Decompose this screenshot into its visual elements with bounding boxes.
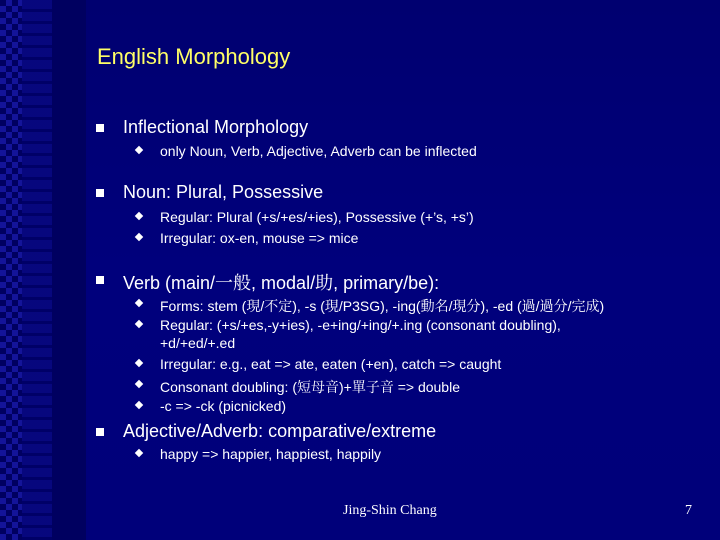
bullet-verb: Verb (main/一般, modal/助, primary/be): — [123, 273, 440, 293]
bullet-square-icon — [96, 189, 104, 197]
bullet-square-icon — [96, 428, 104, 436]
bullet-square-icon — [96, 124, 104, 132]
diamond-bullet-icon — [135, 146, 145, 156]
diamond-bullet-icon — [135, 299, 145, 309]
sub-bullet: Regular: (+s/+es,-y+ies), -e+ing/+ing/+.ing (consonant doubling), — [160, 317, 561, 333]
checker-pattern — [0, 0, 22, 540]
sub-bullet: Regular: Plural (+s/+es/+ies), Possessive (+’s, +s’) — [160, 209, 474, 225]
stripe-pattern — [22, 0, 52, 540]
sub-bullet: happy => happier, happiest, happily — [160, 446, 382, 462]
bullet-square-icon — [96, 276, 104, 284]
bullet-adjective: Adjective/Adverb: comparative/extreme — [123, 421, 437, 441]
diamond-bullet-icon — [135, 359, 145, 369]
sub-bullet: -c => -ck (picnicked) — [160, 398, 287, 414]
bullet-noun: Noun: Plural, Possessive — [123, 182, 324, 202]
diamond-bullet-icon — [135, 212, 145, 222]
sub-bullet: Consonant doubling: (短母音)+單子音 => double — [160, 379, 460, 395]
footer-author: Jing-Shin Chang — [343, 503, 437, 518]
diamond-bullet-icon — [135, 233, 145, 243]
diamond-bullet-icon — [135, 380, 145, 390]
sub-bullet: Forms: stem (現/不定), -s (現/P3SG), -ing(動名/現分), -ed (過/過分/完成) — [160, 298, 605, 314]
page-number: 7 — [685, 503, 692, 518]
sub-bullet: Irregular: ox-en, mouse => mice — [160, 230, 359, 246]
bullet-inflectional: Inflectional Morphology — [123, 117, 309, 137]
slide-title: English Morphology — [97, 44, 291, 69]
diamond-bullet-icon — [135, 449, 145, 459]
diamond-bullet-icon — [135, 401, 145, 411]
diamond-bullet-icon — [135, 320, 145, 330]
sub-bullet: only Noun, Verb, Adjective, Adverb can be inflected — [160, 143, 477, 159]
sub-bullet: Irregular: e.g., eat => ate, eaten (+en), catch => caught — [160, 356, 502, 372]
sub-bullet-continuation: +d/+ed/+.ed — [160, 335, 236, 351]
